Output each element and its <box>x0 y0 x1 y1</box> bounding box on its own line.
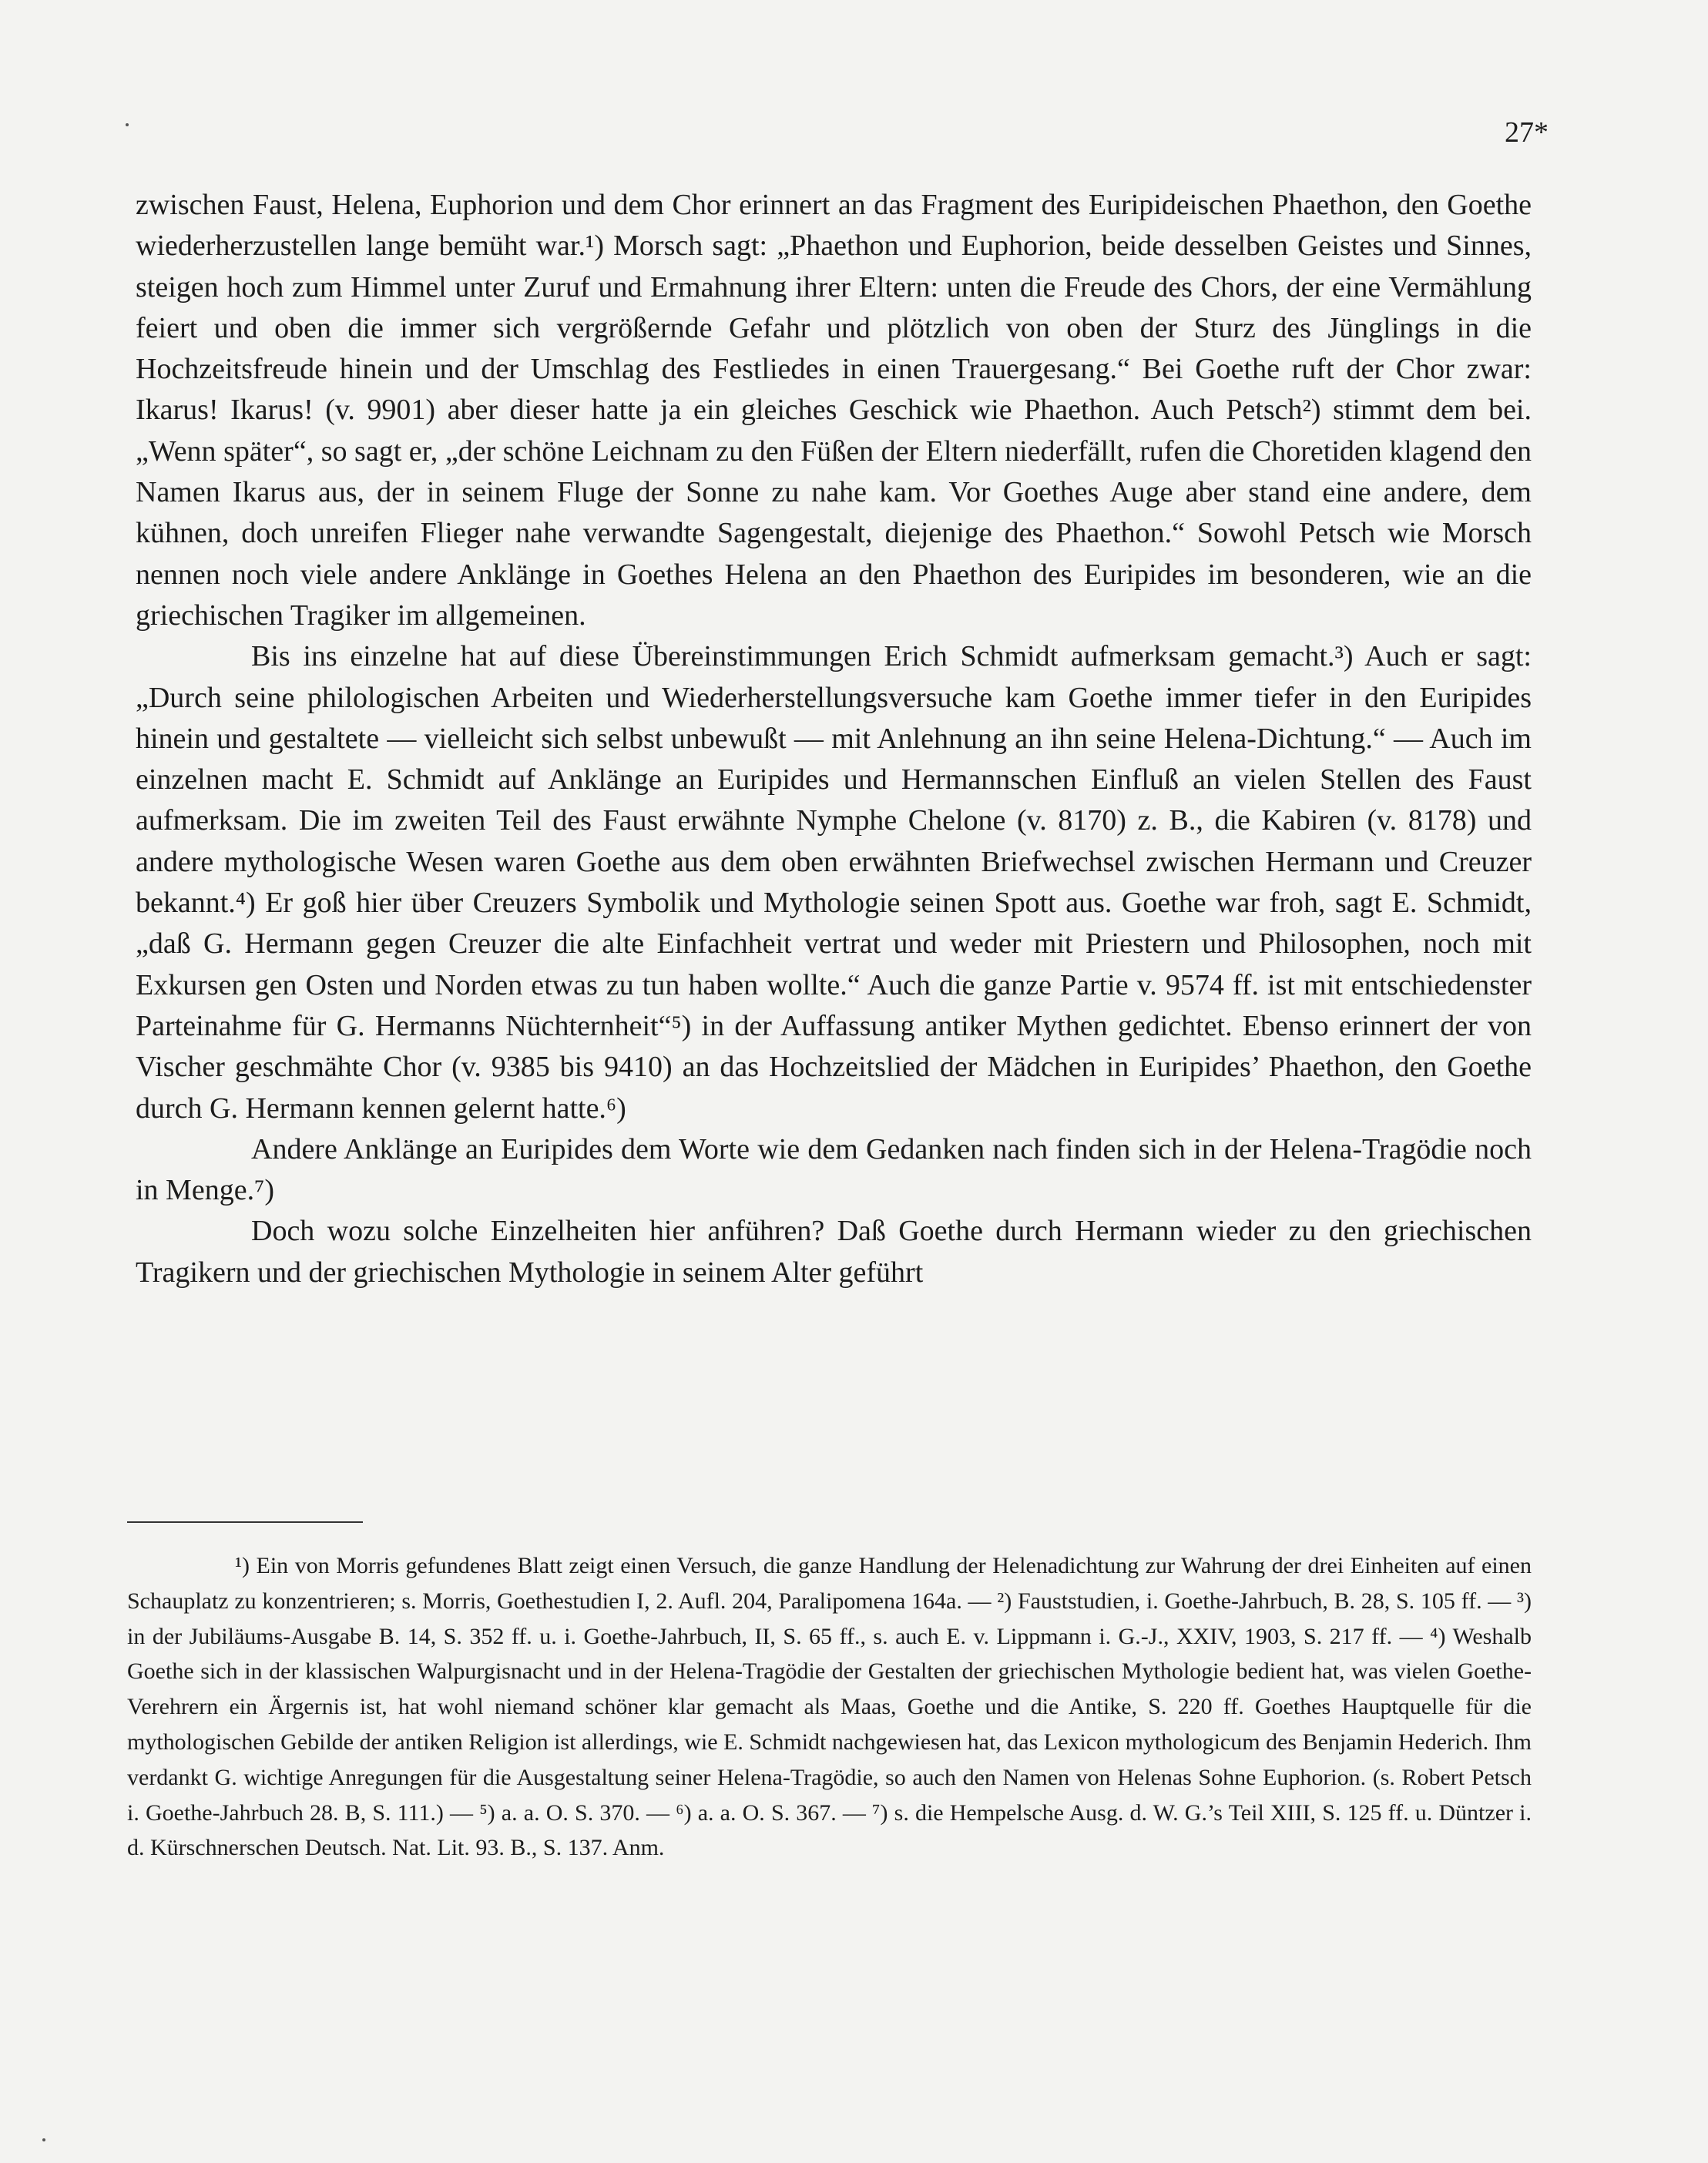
paragraph: Andere Anklänge an Euripides dem Worte wie dem Gedanken nach finden sich in der Helena-Tragödie noch in Menge.⁷) <box>136 1132 1532 1207</box>
main-text <box>136 185 1532 1293</box>
scan-speck <box>42 2138 45 2141</box>
page-number: 27* <box>1505 116 1549 149</box>
footnotes <box>127 1548 1532 1866</box>
paragraph: Bis ins einzelne hat auf diese Übereinstimmungen Erich Schmidt aufmerksam gemacht.³) Auch er sagt: „Durch seine philologischen Arbeiten und Wiederherstellungsversuche kam Goethe immer tiefer in den Euripides hinein und gestaltete — vielleicht sich selbst unbewußt — mit Anlehnung an ihn seine Helena-Dichtung.“ — Auch im einzelnen macht E. Schmidt auf Anklänge an Euripides und Hermannschen Einfluß an vielen Stellen des Faust aufmerksam. Die im zweiten Teil des Faust erwähnte Nymphe Chelone (v. 8170) z. B., die Kabiren (v. 8178) und andere mythologische Wesen waren Goethe aus dem oben erwähnten Briefwechsel zwischen Hermann und Creuzer bekannt.⁴) Er goß hier über Creuzers Symbolik und Mythologie seinen Spott aus. Goethe war froh, sagt E. Schmidt, „daß G. Hermann gegen Creuzer die alte Einfachheit vertrat und weder mit Priestern und Philosophen, noch mit Exkursen gen Osten und Norden etwas zu tun haben wollte.“ Auch die ganze Partie v. 9574 ff. ist mit entschiedenster Parteinahme für G. Hermanns Nüchternheit“⁵) in der Auffassung antiker Mythen gedichtet. Ebenso erinnert der von Vischer geschmähte Chor (v. 9385 bis 9410) an das Hochzeitslied der Mädchen in Euripides’ Phaethon, den Goethe durch G. Hermann kennen gelernt hatte.⁶) <box>136 640 1532 1125</box>
paragraph: zwischen Faust, Helena, Euphorion und dem Chor erinnert an das Fragment des Euripideischen Phaethon, den Goethe wiederherzustellen lange bemüht war.¹) Morsch sagt: „Phaethon und Euphorion, beide desselben Geistes und Sinnes, steigen hoch zum Himmel unter Zuruf und Ermahnung ihrer Eltern: unten die Freude des Chors, der eine Vermählung feiert und oben die immer sich vergrößernde Gefahr und plötzlich von oben der Sturz des Jünglings in die Hochzeitsfreude hinein und der Umschlag des Festliedes in einen Trauergesang.“ Bei Goethe ruft der Chor zwar: Ikarus! Ikarus! (v. 9901) aber dieser hatte ja ein gleiches Geschick wie Phaethon. Auch Petsch²) stimmt dem bei. „Wenn später“, so sagt er, „der schöne Leichnam zu den Füßen der Eltern niederfällt, rufen die Choretiden klagend den Namen Ikarus aus, der in seinem Fluge der Sonne zu nahe kam. Vor Goethes Auge aber stand eine andere, dem kühnen, doch unreifen Flieger nahe verwandte Sagengestalt, diejenige des Phaethon.“ Sowohl Petsch wie Morsch nennen noch viele andere Anklänge in Goethes Helena an den Phaethon des Euripides im besonderen, wie an die griechischen Tragiker im allgemeinen. <box>136 189 1532 632</box>
footnote-text: ¹) Ein von Morris gefundenes Blatt zeigt einen Versuch, die ganze Handlung der Helenadichtung zur Wahrung der drei Einheiten auf einen Schauplatz zu konzentrieren; s. Morris, Goethestudien I, 2. Aufl. 204, Paralipomena 164a. — ²) Fauststudien, i. Goethe-Jahrbuch, B. 28, S. 105 ff. — ³) in der Jubiläums-Ausgabe B. 14, S. 352 ff. u. i. Goethe-Jahrbuch, II, S. 65 ff., s. auch E. v. Lippmann i. G.-J., XXIV, 1903, S. 217 ff. — ⁴) Weshalb Goethe sich in der klassischen Walpurgisnacht und in der Helena-Tragödie der Gestalten der griechischen Mythologie bedient hat, was vielen Goethe-Verehrern ein Ärgernis ist, hat wohl niemand schöner klar gemacht als Maas, Goethe und die Antike, S. 220 ff. Goethes Hauptquelle für die mythologischen Gebilde der antiken Religion ist allerdings, wie E. Schmidt nachgewiesen hat, das Lexicon mythologicum des Benjamin Hederich. Ihm verdankt G. wichtige Anregungen für die Ausgestaltung seiner Helena-Tragödie, so auch den Namen von Helenas Sohne Euphorion. (s. Robert Petsch i. Goethe-Jahrbuch 28. B, S. 111.) — ⁵) a. a. O. S. 370. — ⁶) a. a. O. S. 367. — ⁷) s. die Hempelsche Ausg. d. W. G.’s Teil XIII, S. 125 ff. u. Düntzer i. d. Kürschnerschen Deutsch. Nat. Lit. 93. B., S. 137. Anm. <box>127 1553 1532 1861</box>
paragraph: Doch wozu solche Einzelheiten hier anführen? Daß Goethe durch Hermann wieder zu den griechischen Tragikern und der griechischen Mythologie in seinem Alter geführt <box>136 1215 1532 1289</box>
footnote-divider <box>127 1521 363 1523</box>
scan-speck <box>126 123 129 126</box>
